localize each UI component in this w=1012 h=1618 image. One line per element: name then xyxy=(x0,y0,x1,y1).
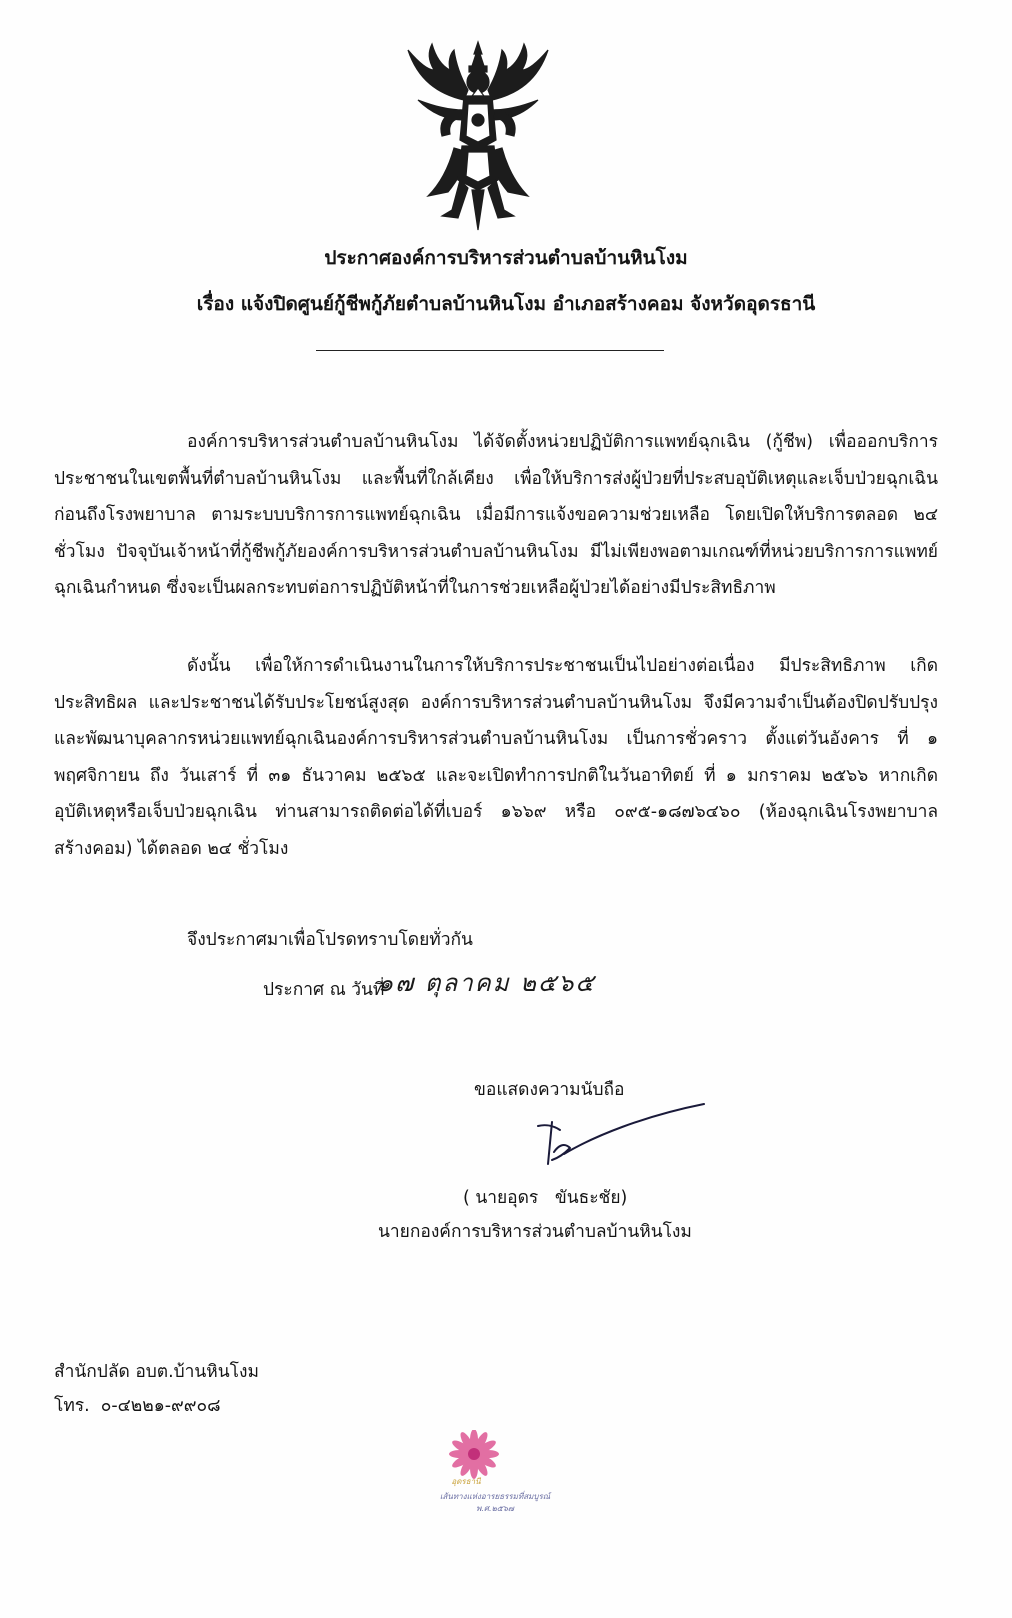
announcement-title: ประกาศองค์การบริหารส่วนตำบลบ้านหินโงม xyxy=(324,247,688,269)
logo-caption: เส้นทางแห่งอารยธรรมที่สมบูรณ์ xyxy=(439,1492,551,1501)
handwritten-signature-icon xyxy=(524,1102,708,1172)
closing-statement: จึงประกาศมาเพื่อโปรดทราบโดยทั่วกัน xyxy=(187,930,473,950)
office-name: สำนักปลัด อบต.บ้านหินโงม xyxy=(54,1362,259,1382)
signer-name: ( นายอุดร ขันธะชัย) xyxy=(463,1188,628,1208)
announcement-subject: เรื่อง แจ้งปิดศูนย์กู้ชีพกู้ภัยตำบลบ้านหินโงม อำเภอสร้างคอม จังหวัดอุดรธานี xyxy=(196,293,816,315)
body-paragraph-1: องค์การบริหารส่วนตำบลบ้านหินโงม ได้จัดตั้งหน่วยปฏิบัติการแพทย์ฉุกเฉิน (กู้ชีพ) เพื่อออกบริการประชาชนในเขตพื้นที่ตำบลบ้านหินโงม และพื้นที่ใกล้เคียง เพื่อให้บริการส่งผู้ป่วยที่ประสบอุบัติเหตุและเจ็บป่วยฉุกเฉินก่อนถึงโรงพยาบาล ตามระบบบริการการแพทย์ฉุกเฉิน เมื่อมีการแจ้งขอความช่วยเหลือ โดยเปิดให้บริการตลอด ๒๔ ชั่วโมง ปัจจุบันเจ้าหน้าที่กู้ชีพกู้ภัยองค์การบริหารส่วนตำบลบ้านหินโงม มีไม่เพียงพอตามเกณฑ์ที่หน่วยบริการการแพทย์ฉุกเฉินกำหนด ซึ่งจะเป็นผลกระทบต่อการปฏิบัติหน้าที่ในการช่วยเหลือผู้ป่วยได้อย่างมีประสิทธิภาพ xyxy=(54,432,938,598)
title-divider xyxy=(316,350,664,351)
logo-wordmark: อุดรธานี xyxy=(451,1477,481,1486)
body-paragraph-2: ดังนั้น เพื่อให้การดำเนินงานในการให้บริการประชาชนเป็นไปอย่างต่อเนื่อง มีประสิทธิภาพ เกิดประสิทธิผล และประชาชนได้รับประโยชน์สูงสุด องค์การบริหารส่วนตำบลบ้านหินโงม จึงมีความจำเป็นต้องปิดปรับปรุงและพัฒนาบุคลากรหน่วยแพทย์ฉุกเฉินองค์การบริหารส่วนตำบลบ้านหินโงม เป็นการชั่วคราว ตั้งแต่วันอังคาร ที่ ๑ พฤศจิกายน ถึง วันเสาร์ ที่ ๓๑ ธันวาคม ๒๕๖๕ และจะเปิดทำการปกติในวันอาทิตย์ ที่ ๑ มกราคม ๒๕๖๖ หากเกิดอุบัติเหตุหรือเจ็บป่วยฉุกเฉิน ท่านสามารถติดต่อได้ที่เบอร์ ๑๖๖๙ หรือ ๐๙๕-๑๘๗๖๔๖๐ (ห้องฉุกเฉินโรงพยาบาลสร้างคอม) ได้ตลอด ๒๔ ชั่วโมง xyxy=(54,656,938,859)
handwritten-date: ๑๗ ตุลาคม ๒๕๖๕ xyxy=(378,969,596,997)
regards-line: ขอแสดงความนับถือ xyxy=(474,1080,625,1100)
announcement-date-label: ประกาศ ณ วันที่ xyxy=(263,980,385,1000)
garuda-emblem-icon xyxy=(398,40,558,232)
office-phone: โทร. ๐-๔๒๒๑-๙๙๐๘ xyxy=(54,1396,221,1416)
signer-position: นายกองค์การบริหารส่วนตำบลบ้านหินโงม xyxy=(378,1222,692,1242)
logo-year: พ.ศ.๒๕๖๗ xyxy=(476,1504,514,1513)
